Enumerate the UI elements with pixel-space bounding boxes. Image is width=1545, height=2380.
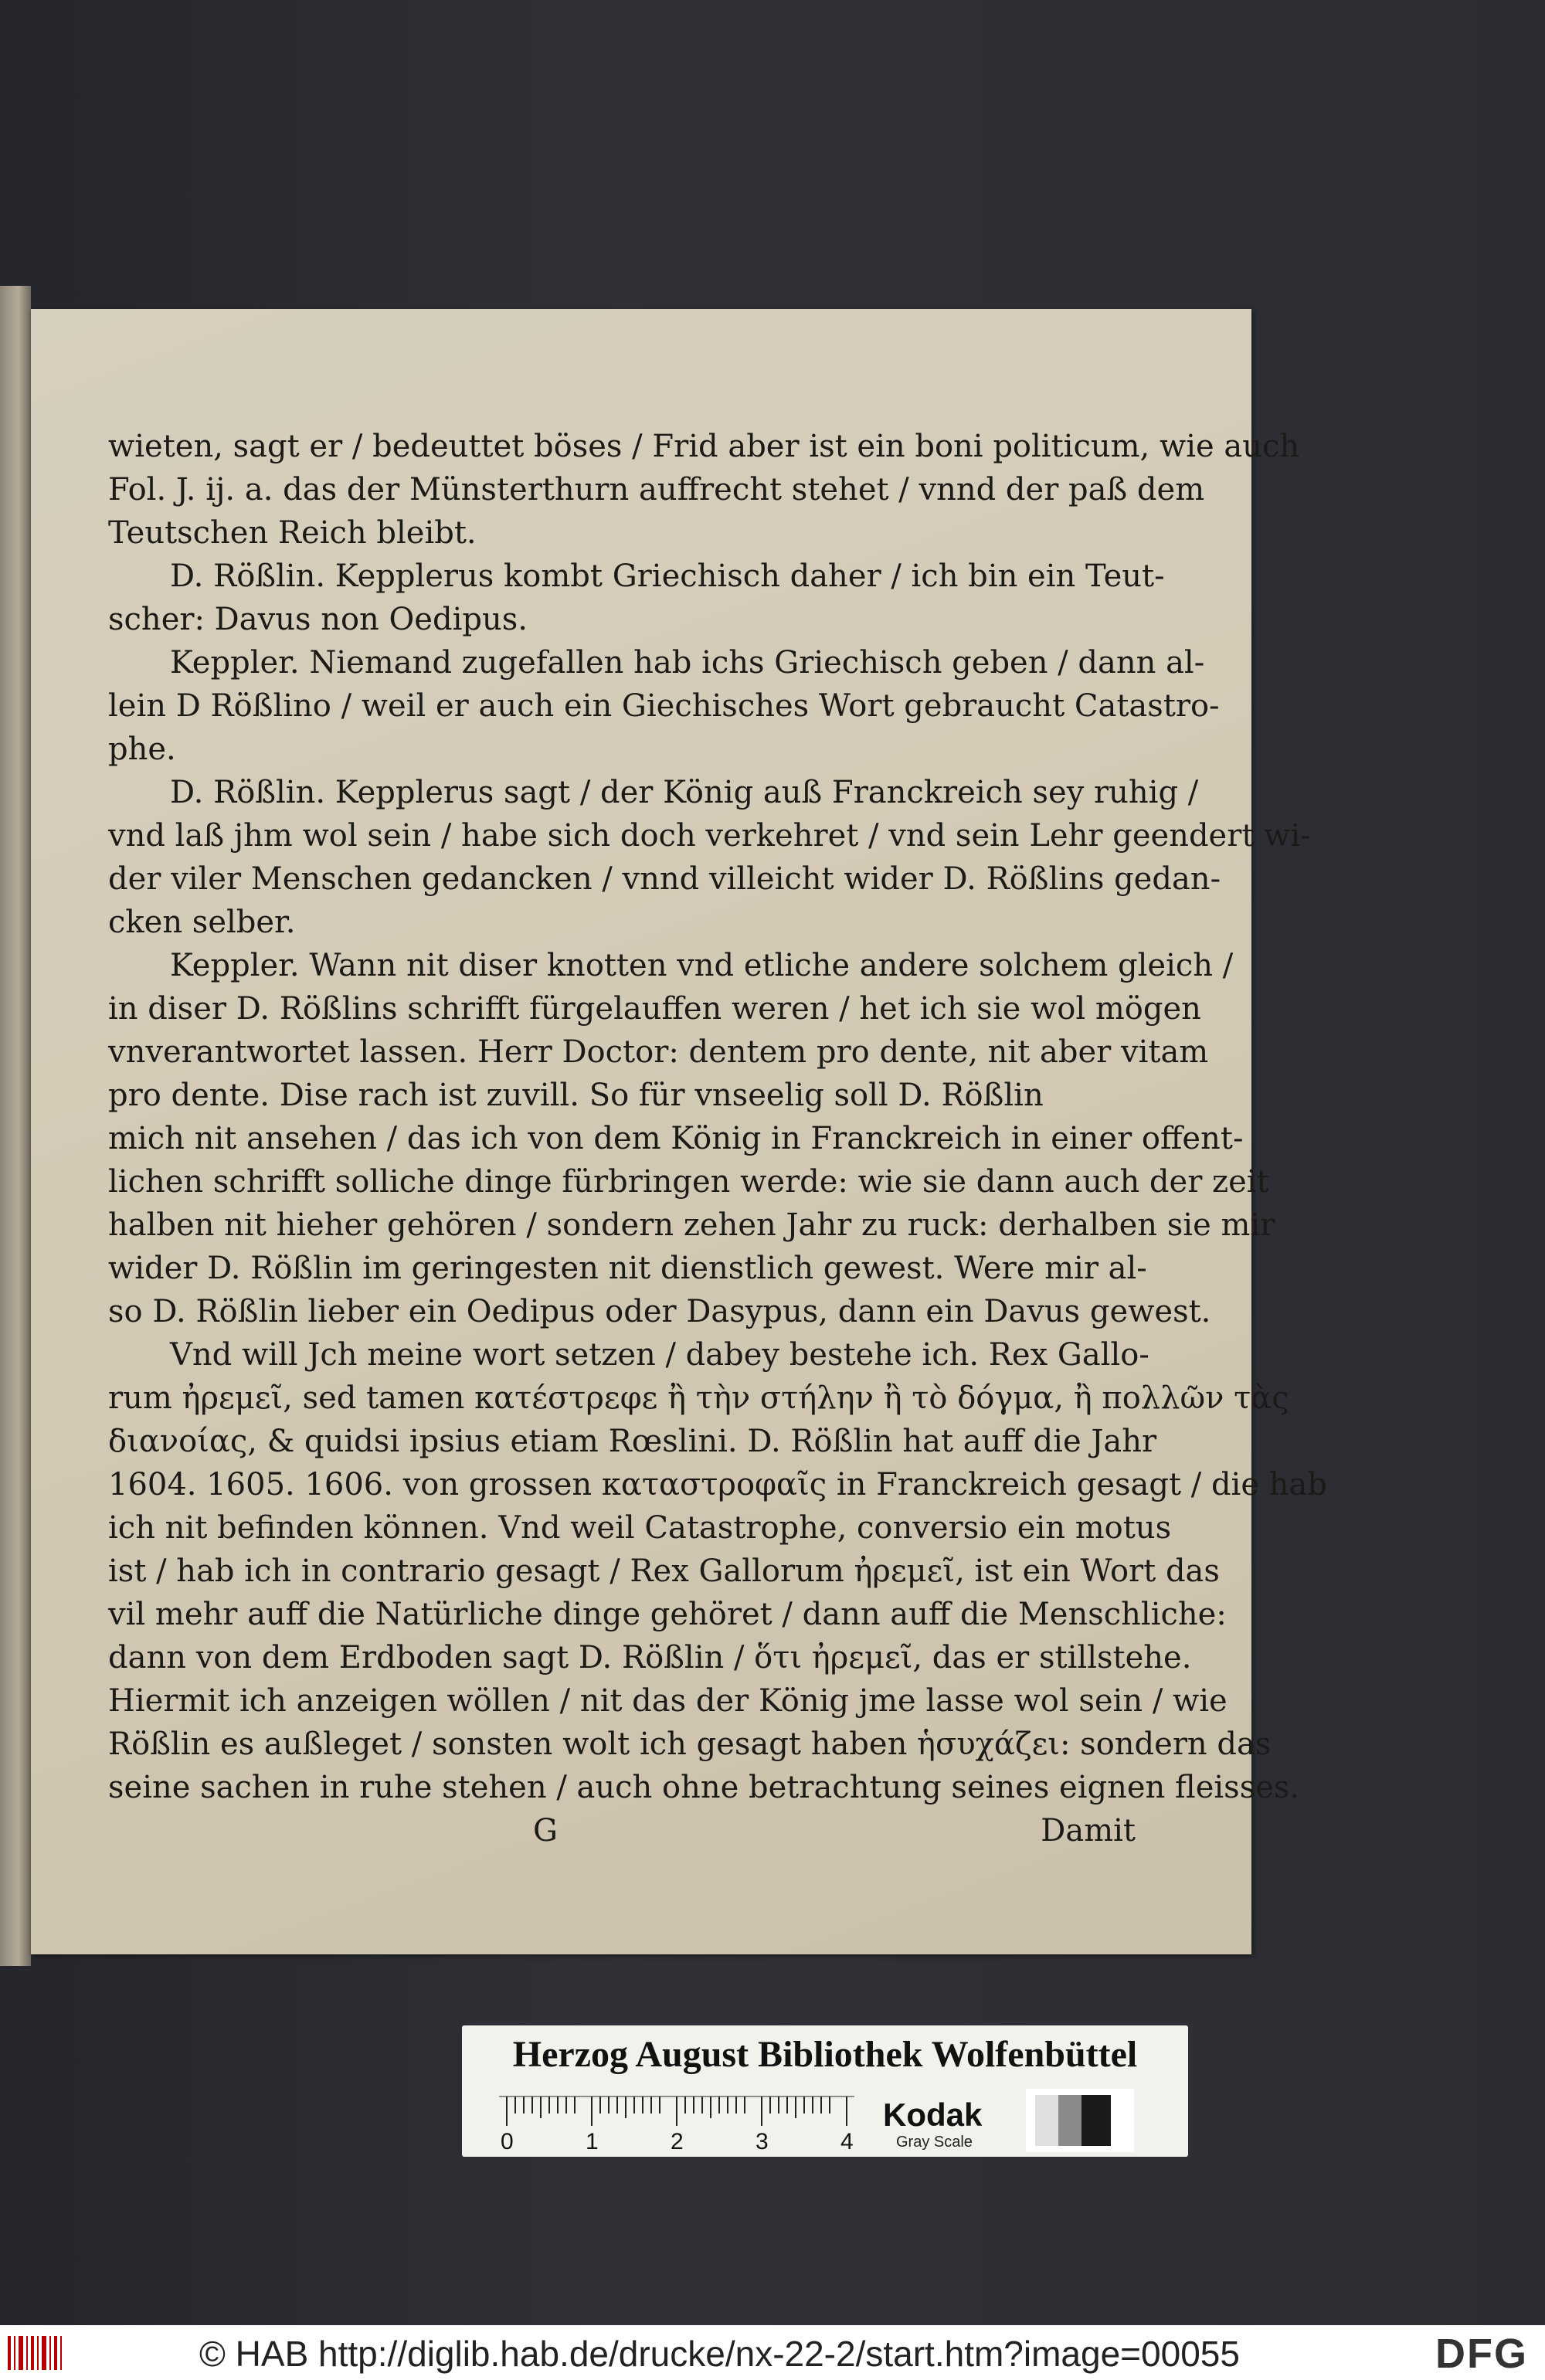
text-line: so D. Rößlin lieber ein Oedipus oder Dasypus, dann ein Davus gewest.	[108, 1294, 1211, 1329]
text-line: vnd laß jhm wol sein / habe sich doch verkehret / vnd sein Lehr geendert wi-	[108, 818, 1311, 854]
text-line: Rößlin es außleget / sonsten wolt ich gesagt haben ἡσυχάζει: sondern das	[108, 1726, 1272, 1762]
text-line: ist / hab ich in contrario gesagt / Rex Gallorum ἠρεμεῖ, ist ein Wort das	[108, 1553, 1220, 1589]
light-gray-swatch	[1035, 2095, 1058, 2146]
text-line: vil mehr auff die Natürliche dinge gehöret / dann auff die Menschliche:	[108, 1597, 1227, 1632]
text-line: in diser D. Rößlins schrifft fürgelauffen weren / het ich sie wol mögen	[108, 991, 1201, 1027]
text-line: mich nit ansehen / das ich von dem König in Franckreich in einer offent-	[108, 1121, 1244, 1156]
text-line: rum ἠρεμεῖ, sed tamen κατέστρεφε ἢ τὴν στήλην ἢ τὸ δόγμα, ἢ πολλῶν τὰς	[108, 1380, 1289, 1416]
ruler-ticks	[507, 2097, 847, 2126]
text-line: cken selber.	[108, 905, 296, 940]
book-page	[31, 309, 1327, 1954]
text-line: Fol. J. ij. a. das der Münsterthurn auffrecht stehet / vnnd der paß dem	[108, 472, 1205, 508]
text-line: scher: Davus non Oedipus.	[108, 602, 528, 637]
text-line: Teutschen Reich bleibt.	[108, 515, 477, 551]
text-line: Hiermit ich anzeigen wöllen / nit das der König jme lasse wol sein / wie	[108, 1683, 1228, 1719]
page-footer	[108, 1809, 1136, 1852]
text-line: wider D. Rößlin im geringesten nit dienstlich gewest. Were mir al-	[108, 1251, 1147, 1286]
signature-mark: G	[533, 1813, 558, 1849]
scale-number: 0	[501, 2129, 514, 2154]
color-reference-card	[462, 2025, 1188, 2157]
text-line: dann von dem Erdboden sagt D. Rößlin / ὅτι ἠρεμεῖ, das er stillstehe.	[108, 1640, 1192, 1676]
text-line: vnverantwortet lassen. Herr Doctor: dentem pro dente, nit aber vitam	[108, 1034, 1209, 1070]
text-line: D. Rößlin. Kepplerus sagt / der König auß Franckreich sey ruhig /	[170, 775, 1199, 810]
previous-page-edge	[0, 286, 31, 1966]
measurement-ruler	[499, 2095, 885, 2154]
text-line: halben nit hieher gehören / sondern zehen Jahr zu ruck: derhalben sie mir	[108, 1207, 1275, 1243]
text-line: ich nit befinden können. Vnd weil Catastrophe, conversio ein motus	[108, 1510, 1172, 1546]
gray-swatches	[1026, 2089, 1134, 2152]
gray-scale-label: Gray Scale	[896, 2134, 973, 2151]
footer-bar	[0, 2325, 1545, 2380]
text-line: διανοίας, & quidsi ipsius etiam Rœslini. D. Rößlin hat auff die Jahr	[108, 1424, 1157, 1459]
text-line: der viler Menschen gedancken / vnnd villeicht wider D. Rößlins gedan-	[108, 861, 1221, 897]
page-text	[108, 425, 1327, 1852]
text-line: Keppler. Wann nit diser knotten vnd etliche andere solchem gleich /	[170, 948, 1234, 983]
text-line: lein D Rößlino / weil er auch ein Giechisches Wort gebraucht Catastro-	[108, 688, 1220, 724]
library-name: Herzog August Bibliothek Wolfenbüttel	[512, 2034, 1138, 2075]
text-line: pro dente. Dise rach ist zuvill. So für vnseelig soll D. Rößlin	[108, 1078, 1044, 1113]
mid-gray-swatch	[1058, 2095, 1082, 2146]
barcode-icon	[8, 2336, 63, 2370]
scale-number: 4	[840, 2129, 854, 2154]
text-line: Vnd will Jch meine wort setzen / dabey bestehe ich. Rex Gallo-	[170, 1337, 1149, 1373]
scale-number: 1	[586, 2129, 599, 2154]
scale-number: 3	[756, 2129, 769, 2154]
text-line: seine sachen in ruhe stehen / auch ohne betrachtung seines eignen fleisses.	[108, 1770, 1300, 1805]
source-url[interactable]: © HAB http://diglib.hab.de/drucke/nx-22-2/start.htm?image=00055	[199, 2334, 1240, 2374]
text-line: lichen schrifft solliche dinge fürbringen werde: wie sie dann auch der zeit	[108, 1164, 1269, 1200]
catchword: Damit	[1041, 1813, 1136, 1849]
dfg-logo: DFG	[1435, 2331, 1528, 2377]
text-line: phe.	[108, 732, 176, 767]
black-swatch	[1082, 2095, 1111, 2146]
text-line: wieten, sagt er / bedeuttet böses / Frid aber ist ein boni politicum, wie auch	[108, 429, 1300, 464]
scale-number: 2	[671, 2129, 684, 2154]
text-line: Keppler. Niemand zugefallen hab ichs Griechisch geben / dann al-	[170, 645, 1205, 681]
kodak-logo: Kodak	[883, 2097, 983, 2133]
text-line: D. Rößlin. Kepplerus kombt Griechisch daher / ich bin ein Teut-	[170, 559, 1165, 594]
text-line: 1604. 1605. 1606. von grossen καταστροφαῖς in Franckreich gesagt / die hab	[108, 1467, 1327, 1502]
